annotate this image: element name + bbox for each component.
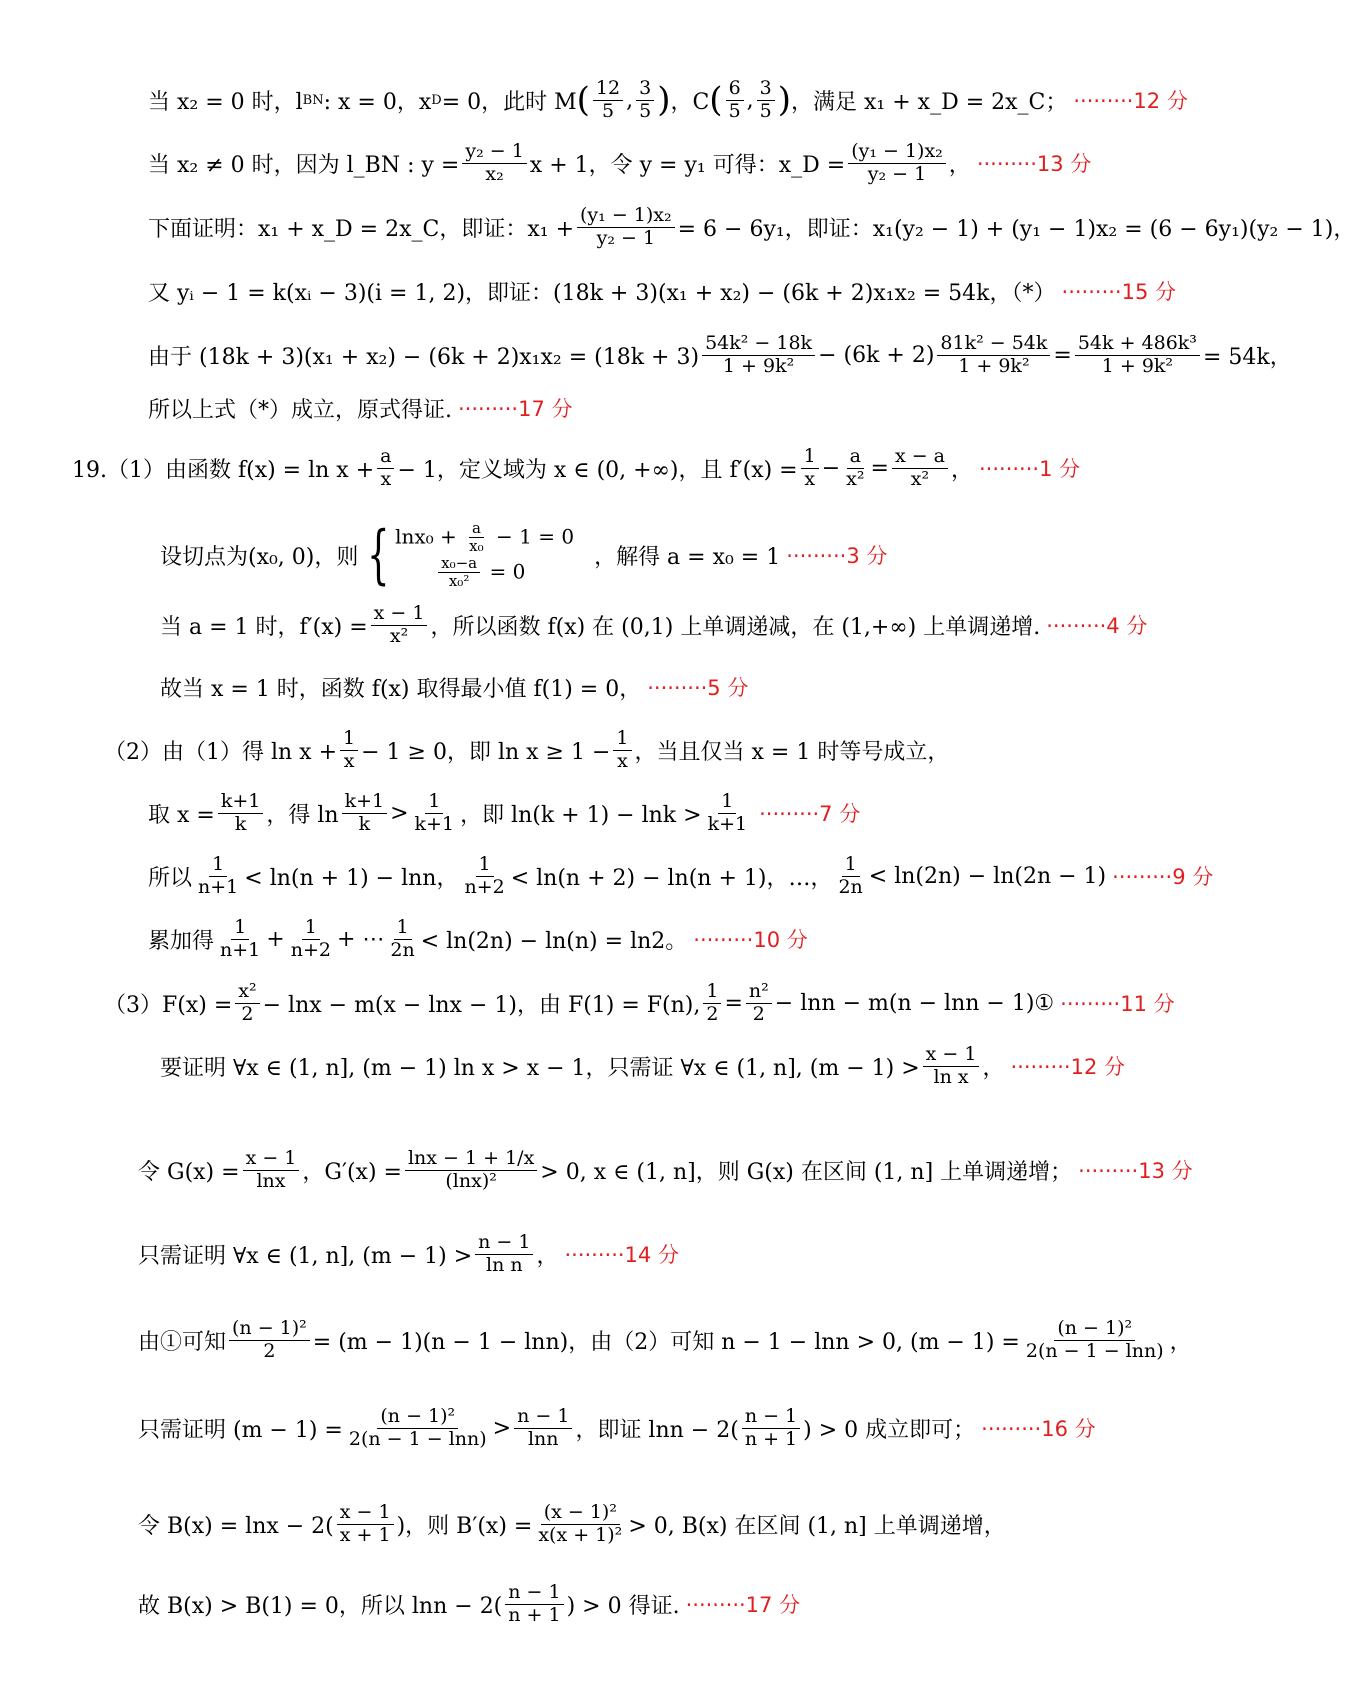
score-mark: ·········9 分 <box>1112 865 1214 889</box>
score-mark: ·········4 分 <box>1046 614 1148 638</box>
fraction: $\frac{\text{(y₁ − 1)x₂}}{\text{y₂ − 1}}$ <box>577 205 675 250</box>
fraction: $\frac{a}{\text{x²}}$ <box>846 444 865 490</box>
fraction: $\frac{k+1}{k}$ <box>342 791 388 836</box>
text: + ⋯ <box>336 926 385 952</box>
fraction: $\frac{\text{(n − 1)²}}{2}$ <box>229 1318 310 1363</box>
line-19 <box>138 1310 1192 1370</box>
fraction: $\frac{x - a}{\text{x²}}$ <box>892 446 948 491</box>
text: 当 x₂ = 0 时，l <box>148 89 303 115</box>
line-3 <box>148 197 1355 257</box>
fraction: $\frac{x - 1}{\text{ln x}}$ <box>923 1044 980 1089</box>
line-18 <box>138 1224 679 1284</box>
fraction: $\frac{\text{54k + 486k³}}{\text{1 + 9k²}}$ <box>1075 333 1200 378</box>
line-11 <box>104 720 949 780</box>
text: ，满足 x₁ + x_D = 2x_C； <box>791 89 1068 115</box>
fraction: $\frac{1}{x}$ <box>613 728 631 773</box>
fraction: $\frac{a}{x}$ <box>377 446 394 491</box>
text: : x = 0，x <box>323 89 432 115</box>
text: ，所以函数 f(x) 在 (0,1) 上单调递减，在 (1,+∞) 上单调递增. <box>430 614 1041 640</box>
fraction: $\frac{\text{n²}}{2}$ <box>746 981 772 1026</box>
subscript: BN <box>302 92 324 108</box>
score-mark: ·········12 分 <box>1073 89 1188 113</box>
text: = (m − 1)(n − 1 − lnn)，由（2）可知 n − 1 − lnn > 0, (m − 1) = <box>312 1329 1020 1355</box>
text: = 6 − 6y₁，即证：x₁(y₂ − 1) + (y₁ − 1)x₂ = (6 − 6y₁)(y₂ − 1)， <box>677 216 1355 242</box>
text: ，得 ln <box>266 802 339 828</box>
line-10 <box>160 657 748 717</box>
equation-system: { lnx₀ + $\frac{a}{\text{x₀}}$ − 1 = 0 $\frac{\text{x₀−a}}{\text{x₀²}}$ = 0 <box>367 518 575 592</box>
line-4 <box>148 261 1176 321</box>
text: 取 x = <box>148 802 215 828</box>
fraction: $\frac{1}{k+1}$ <box>414 789 455 835</box>
text: 又 yᵢ − 1 = k(xᵢ − 3)(i = 1, 2)，即证：(18k + 3)(x₁ + x₂) − (6k + 2)x₁x₂ = 54k，（*） <box>148 280 1056 306</box>
fraction: $\frac{1}{n+2}$ <box>464 852 505 898</box>
text: 由①可知 <box>138 1329 227 1355</box>
text: ) > 0 得证. <box>566 1593 680 1619</box>
fraction: $\frac{1}{2n}$ <box>390 915 415 961</box>
score-mark: ·········10 分 <box>693 928 808 952</box>
text: ， <box>948 152 971 178</box>
line-21 <box>138 1494 1006 1554</box>
text: ， <box>536 1243 559 1269</box>
text: < ln(n + 2) − ln(n + 1)，…， <box>510 865 833 891</box>
score-mark: ·········16 分 <box>981 1417 1096 1441</box>
text: 要证明 ∀x ∈ (1, n], (m − 1) ln x > x − 1，只需证 ∀x ∈ (1, n], (m − 1) > <box>160 1055 920 1081</box>
line-2 <box>148 133 1091 193</box>
line-22 <box>138 1574 800 1634</box>
text: < ln(n + 1) − lnn， <box>244 865 459 891</box>
text: ，C <box>670 89 710 115</box>
text: = <box>724 990 743 1016</box>
score-mark: ·········1 分 <box>979 457 1081 481</box>
text: ，即 ln(k + 1) − lnk > <box>460 802 702 828</box>
fraction: $\frac{6}{5}$ <box>726 78 744 123</box>
score-mark: ·········14 分 <box>564 1243 679 1267</box>
score-mark: ·········17 分 <box>685 1593 801 1617</box>
text: > <box>390 800 409 826</box>
score-mark: ·········17 分 <box>458 397 573 421</box>
fraction: $\frac{a}{\text{x₀}}$ <box>469 518 484 555</box>
text: > 0, B(x) 在区间 (1, n] 上单调递增， <box>628 1513 1006 1539</box>
text: − (6k + 2) <box>818 342 935 368</box>
text: 只需证明 (m − 1) = <box>138 1417 343 1443</box>
line-14 <box>148 909 808 969</box>
score-mark: ·········13 分 <box>1078 1159 1193 1183</box>
line-13 <box>148 846 1213 906</box>
text: )，则 B′(x) = <box>396 1513 533 1539</box>
text: 当 a = 1 时，f′(x) = <box>160 614 368 640</box>
text: ，G′(x) = <box>302 1159 402 1185</box>
line-20 <box>138 1398 1096 1458</box>
line-9 <box>160 595 1147 655</box>
fraction: $\frac{\text{x₀−a}}{\text{x₀²}}$ <box>438 555 480 591</box>
text: ，解得 a = x₀ = 1 <box>594 544 781 570</box>
text: ) > 0 成立即可； <box>803 1417 976 1443</box>
score-mark: ·········7 分 <box>759 802 861 826</box>
text: （2）由（1）得 ln x + <box>104 739 338 765</box>
text: 累加得 <box>148 928 215 954</box>
text: − <box>821 455 841 481</box>
text: 只需证明 ∀x ∈ (1, n], (m − 1) > <box>138 1243 473 1269</box>
score-mark: ·········13 分 <box>976 152 1092 176</box>
text: = <box>1053 342 1072 368</box>
text: 令 G(x) = <box>138 1159 240 1185</box>
line-7 <box>72 438 1080 498</box>
score-mark: ·········5 分 <box>647 676 749 700</box>
fraction: $\frac{1}{x}$ <box>340 728 358 773</box>
subscript: D <box>431 92 442 108</box>
text: > <box>492 1415 512 1441</box>
text: 19.（1）由函数 f(x) = ln x + <box>72 457 375 483</box>
text: x + 1，令 y = y₁ 可得：x_D = <box>529 152 846 178</box>
line-15 <box>104 973 1175 1033</box>
text: 由于 (18k + 3)(x₁ + x₂) − (6k + 2)x₁x₂ = (18k + 3) <box>148 344 700 370</box>
fraction: $\frac{\text{(n − 1)²}}{2(n - 1 - \ln n)}$ <box>348 1404 487 1450</box>
text: ， <box>1169 1329 1192 1355</box>
text: = <box>870 455 889 481</box>
fraction: $\frac{\text{x²}}{2}$ <box>235 981 259 1026</box>
text: （3）F(x) = <box>104 992 233 1018</box>
fraction: $\frac{3}{5}$ <box>636 78 654 123</box>
fraction: $\frac{1}{x}$ <box>801 446 819 491</box>
text: 当 x₂ ≠ 0 时，因为 l_BN : y = <box>148 152 460 178</box>
fraction: $\frac{\text{81k² − 54k}}{\text{1 + 9k²}}$ <box>937 333 1050 378</box>
score-mark: ·········12 分 <box>1010 1055 1125 1079</box>
fraction: $\frac{1}{2n}$ <box>838 852 863 898</box>
fraction: $\frac{\text{y₂ − 1}}{\text{x₂}}$ <box>462 141 526 186</box>
fraction: $\frac{12}{5}$ <box>593 78 623 123</box>
fraction: $\frac{1}{k+1}$ <box>707 789 748 835</box>
score-mark: ·········15 分 <box>1061 280 1176 304</box>
line-6 <box>148 378 572 438</box>
brace: { <box>367 518 390 592</box>
text: > 0, x ∈ (1, n]，则 G(x) 在区间 (1, n] 上单调递增； <box>540 1159 1073 1185</box>
text: − 1 ≥ 0，即 ln x ≥ 1 − <box>361 739 611 765</box>
text: 故 B(x) > B(1) = 0，所以 lnn − 2( <box>138 1593 503 1619</box>
line-17 <box>138 1130 1193 1210</box>
fraction: $\frac{k+1}{k}$ <box>218 791 264 836</box>
line-16 <box>160 1036 1125 1096</box>
fraction: $\frac{\text{(y₁ − 1)x₂}}{\text{y₂ − 1}}$ <box>848 141 946 186</box>
fraction: $\frac{\text{54k² − 18k}}{\text{1 + 9k²}}$ <box>702 333 815 378</box>
text: 下面证明：x₁ + x_D = 2x_C，即证：x₁ + <box>148 216 575 242</box>
line-1: 当 x₂ = 0 时，l BN : x = 0，x D = 0，此时 M ( $\frac{12}{5}$ , $\frac{3}{5}$ ) ，C ( $\frac{6}{5}$ , $\frac{3}{5}$ ) ，满足 x₁ + x_D = 2x_C； ·········12 分 <box>148 76 1188 122</box>
text: ， <box>950 457 973 483</box>
fraction: $\frac{1}{n+1}$ <box>198 852 239 898</box>
fraction: $\frac{1}{2}$ <box>703 981 721 1026</box>
text: − lnn − m(n − lnn − 1)① <box>774 990 1055 1016</box>
text: 所以上式（*）成立，原式得证. <box>148 397 452 423</box>
fraction: $\frac{\text{(x − 1)²}}{\text{x(x + 1)²}}$ <box>538 1500 623 1546</box>
fraction: $\frac{n - 1}{n + 1}$ <box>742 1406 800 1451</box>
fraction: $\frac{x - 1}{x + 1}$ <box>337 1502 394 1547</box>
text: 所以 <box>148 865 193 891</box>
fraction: $\frac{1}{n+1}$ <box>220 915 261 961</box>
text: + <box>266 926 285 952</box>
fraction: $\frac{x - 1}{\text{x²}}$ <box>371 603 428 648</box>
fraction: $\frac{x - 1}{\ln x}$ <box>243 1148 300 1193</box>
text: = 54k， <box>1202 344 1292 370</box>
fraction: $\frac{n - 1}{\ln n}$ <box>514 1406 572 1451</box>
fraction: $\frac{n - 1}{n + 1}$ <box>505 1582 563 1627</box>
fraction: $\frac{\text{(n − 1)²}}{2(n - 1 - \ln n)}$ <box>1025 1316 1164 1362</box>
text: < ln(2n) − ln(2n − 1) <box>868 863 1107 889</box>
text: − 1，定义域为 x ∈ (0, +∞)，且 f′(x) = <box>397 457 798 483</box>
line-12 <box>148 783 860 843</box>
text: = 0，此时 M <box>441 89 577 115</box>
fraction: $\frac{1}{n+2}$ <box>290 915 331 961</box>
text: 设切点为(x₀, 0)，则 <box>160 544 359 570</box>
text: 故当 x = 1 时，函数 f(x) 取得最小值 f(1) = 0， <box>160 676 642 702</box>
text: 令 B(x) = lnx − 2( <box>138 1513 334 1539</box>
text: ，即证 lnn − 2( <box>575 1417 739 1443</box>
fraction: $\frac{\ln x - 1 + 1/x}{\text{(lnx)²}}$ <box>405 1148 537 1193</box>
fraction: $\frac{n - 1}{\text{ln n}}$ <box>475 1232 533 1277</box>
line-5 <box>148 325 1292 385</box>
text: ， <box>982 1055 1005 1081</box>
text: − lnx − m(x − lnx − 1)，由 F(1) = F(n), <box>262 992 701 1018</box>
text: ，当且仅当 x = 1 时等号成立， <box>634 739 950 765</box>
score-mark: ·········3 分 <box>786 544 888 568</box>
fraction: $\frac{3}{5}$ <box>757 78 775 123</box>
text: < ln(2n) − ln(n) = ln2。 <box>420 928 688 954</box>
line-8 <box>160 510 887 600</box>
score-mark: ·········11 分 <box>1060 992 1175 1016</box>
